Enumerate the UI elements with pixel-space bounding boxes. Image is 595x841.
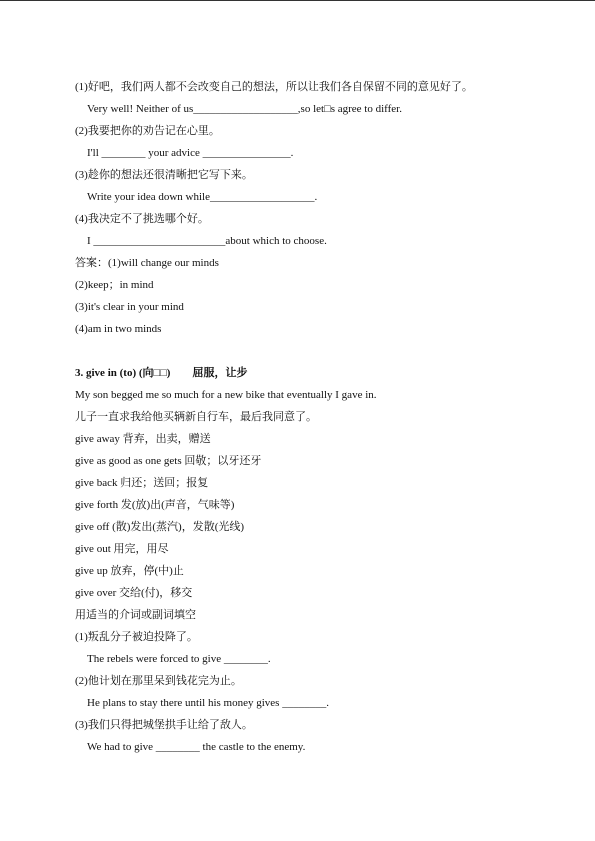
fill-in-2-english: He plans to stay there until his money gives ________. (87, 697, 329, 709)
answer-line-2: (2)keep；in mind (75, 279, 154, 291)
fill-in-3-english: We had to give ________ the castle to the enemy. (87, 741, 306, 753)
phrase-give-away: give away 背弃，出卖，赠送 (75, 433, 211, 445)
exercise-3-chinese: (3)趁你的想法还很清晰把它写下来。 (75, 169, 253, 181)
phrase-give-out: give out 用完，用尽 (75, 543, 169, 555)
exercise-4-english: I ________________________about which to choose. (87, 235, 327, 247)
phrase-give-over: give over 交给(付)，移交 (75, 587, 193, 599)
fill-in-1-english: The rebels were forced to give ________. (87, 653, 271, 665)
exercise-1-chinese: (1)好吧，我们两人都不会改变自己的想法，所以让我们各自保留不同的意见好了。 (75, 81, 473, 93)
exercise-4-chinese: (4)我决定不了挑选哪个好。 (75, 213, 209, 225)
exercise-2-english: I'll ________ your advice ________________. (87, 147, 294, 159)
exercise-2-chinese: (2)我要把你的劝告记在心里。 (75, 125, 220, 137)
answer-line-4: (4)am in two minds (75, 323, 162, 335)
exercise-3-english: Write your idea down while___________________. (87, 191, 318, 203)
exercise-1-english: Very well! Neither of us___________________,so let□s agree to differ. (87, 103, 402, 115)
fill-in-2-chinese: (2)他计划在那里呆到钱花完为止。 (75, 675, 242, 687)
fill-in-1-chinese: (1)叛乱分子被迫投降了。 (75, 631, 198, 643)
example-sentence-chinese: 儿子一直求我给他买辆新自行车，最后我同意了。 (75, 411, 317, 423)
answer-line-1: 答案：(1)will change our minds (75, 257, 219, 269)
phrase-give-back: give back 归还；送回；报复 (75, 477, 209, 489)
fill-in-3-chinese: (3)我们只得把城堡拱手让给了敌人。 (75, 719, 253, 731)
phrase-give-forth: give forth 发(放)出(声音，气味等) (75, 499, 235, 511)
example-sentence-english: My son begged me so much for a new bike that eventually I gave in. (75, 389, 377, 401)
answer-line-3: (3)it's clear in your mind (75, 301, 184, 313)
exercise-instructions: 用适当的介词或副词填空 (75, 609, 196, 621)
section-heading: 3. give in (to) (向□□) 屈服，让步 (75, 367, 248, 379)
section-gap (75, 340, 575, 362)
phrase-give-as-good: give as good as one gets 回敬；以牙还牙 (75, 455, 262, 467)
phrase-give-off: give off (散)发出(蒸汽)，发散(光线) (75, 521, 245, 533)
page-top-rule (0, 0, 595, 1)
document-body (75, 76, 575, 758)
phrase-give-up: give up 放弃，停(中)止 (75, 565, 184, 577)
